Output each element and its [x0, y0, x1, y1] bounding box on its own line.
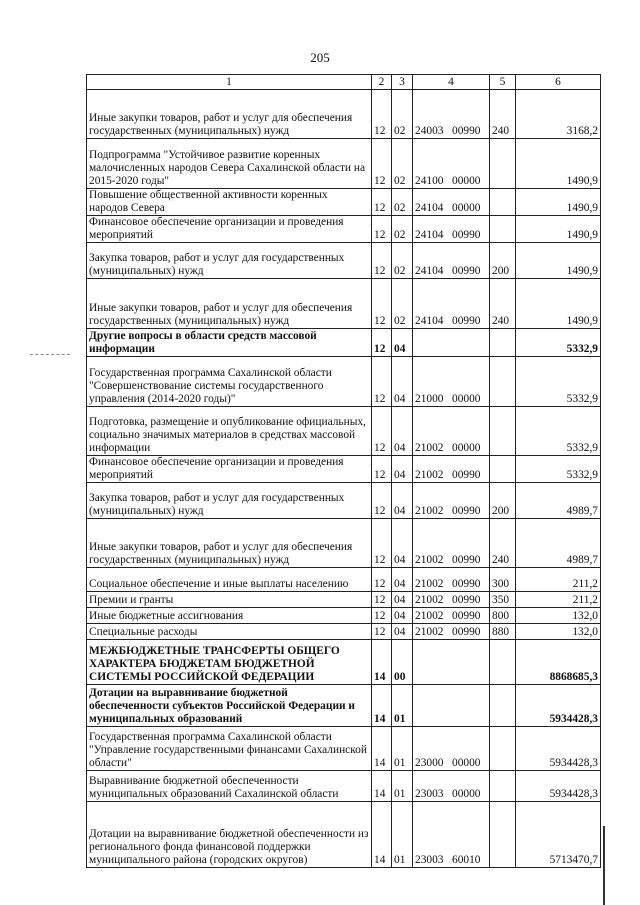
row-amount: 1490,9 [516, 139, 601, 189]
row-expense-type: 200 [490, 483, 516, 519]
row-amount: 5934428,3 [516, 771, 601, 802]
row-subsection: 04 [392, 329, 413, 357]
row-subsection: 02 [392, 90, 413, 139]
row-section: 12 [372, 519, 392, 568]
row-target-code [413, 329, 490, 357]
table-row [87, 592, 601, 608]
row-expense-type: 240 [490, 519, 516, 568]
row-subsection: 01 [392, 685, 413, 727]
scan-artifact-mark [30, 354, 70, 356]
row-subsection: 04 [392, 407, 413, 456]
row-subsection: 02 [392, 243, 413, 279]
row-expense-type [490, 216, 516, 243]
row-name: Иные закупки товаров, работ и услуг для обеспечения государственных (муниципальных) нужд [87, 90, 372, 139]
row-amount: 1490,9 [516, 216, 601, 243]
row-target-code: 24104 00990 [413, 216, 490, 243]
row-section: 14 [372, 802, 392, 868]
row-subsection: 04 [392, 624, 413, 640]
row-amount: 3168,2 [516, 90, 601, 139]
row-section: 12 [372, 139, 392, 189]
row-expense-type [490, 189, 516, 216]
row-name: Социальное обеспечение и иные выплаты населению [87, 568, 372, 592]
row-expense-type: 300 [490, 568, 516, 592]
row-target-code: 23000 00000 [413, 727, 490, 771]
row-target-code: 21002 00990 [413, 592, 490, 608]
table-row [87, 483, 601, 519]
row-amount: 1490,9 [516, 243, 601, 279]
column-header-2: 2 [372, 75, 392, 90]
table-row [87, 407, 601, 456]
row-section: 12 [372, 568, 392, 592]
table-row [87, 329, 601, 357]
row-subsection: 02 [392, 279, 413, 329]
row-name: Повышение общественной активности коренных народов Севера [87, 189, 372, 216]
table-row [87, 802, 601, 868]
row-expense-type: 800 [490, 608, 516, 624]
row-amount: 4989,7 [516, 519, 601, 568]
row-target-code [413, 685, 490, 727]
row-expense-type [490, 727, 516, 771]
table-row [87, 568, 601, 592]
row-section: 12 [372, 407, 392, 456]
row-section: 14 [372, 640, 392, 685]
row-name: Дотации на выравнивание бюджетной обеспеченности из регионального фонда финансовой поддержки муниципального района (городских округов) [87, 802, 372, 868]
row-expense-type [490, 139, 516, 189]
row-subsection: 04 [392, 483, 413, 519]
row-target-code: 21002 00990 [413, 608, 490, 624]
row-amount: 132,0 [516, 608, 601, 624]
row-name: Иные закупки товаров, работ и услуг для обеспечения государственных (муниципальных) нужд [87, 519, 372, 568]
row-amount: 5713470,7 [516, 802, 601, 868]
row-section: 14 [372, 771, 392, 802]
row-expense-type [490, 771, 516, 802]
row-section: 12 [372, 90, 392, 139]
row-amount: 8868685,3 [516, 640, 601, 685]
row-target-code: 24104 00000 [413, 189, 490, 216]
row-amount: 5332,9 [516, 407, 601, 456]
row-subsection: 04 [392, 592, 413, 608]
row-subsection: 02 [392, 189, 413, 216]
table-row [87, 456, 601, 483]
row-name: Государственная программа Сахалинской области "Совершенствование системы государственного управления (2014-2020 годы)" [87, 357, 372, 407]
row-target-code: 21002 00000 [413, 407, 490, 456]
row-name: Государственная программа Сахалинской области "Управление государственными финансами Сахалинской области" [87, 727, 372, 771]
row-amount: 1490,9 [516, 189, 601, 216]
row-section: 12 [372, 608, 392, 624]
row-section: 12 [372, 243, 392, 279]
row-name: Финансовое обеспечение организации и проведения мероприятий [87, 216, 372, 243]
row-amount: 5332,9 [516, 357, 601, 407]
row-section: 12 [372, 189, 392, 216]
row-section: 12 [372, 329, 392, 357]
row-name: Финансовое обеспечение организации и проведения мероприятий [87, 456, 372, 483]
row-expense-type: 350 [490, 592, 516, 608]
row-name: Закупка товаров, работ и услуг для государственных (муниципальных) нужд [87, 243, 372, 279]
table-row [87, 624, 601, 640]
row-target-code: 21002 00990 [413, 483, 490, 519]
row-subsection: 00 [392, 640, 413, 685]
row-section: 12 [372, 592, 392, 608]
row-subsection: 04 [392, 357, 413, 407]
row-expense-type [490, 802, 516, 868]
row-target-code: 21002 00990 [413, 456, 490, 483]
row-amount: 211,2 [516, 592, 601, 608]
row-name: Премии и гранты [87, 592, 372, 608]
table-row [87, 608, 601, 624]
row-subsection: 01 [392, 727, 413, 771]
table-row [87, 139, 601, 189]
row-expense-type [490, 640, 516, 685]
row-target-code: 21002 00990 [413, 519, 490, 568]
row-subsection: 04 [392, 456, 413, 483]
row-expense-type: 200 [490, 243, 516, 279]
table-row [87, 279, 601, 329]
table-row [87, 216, 601, 243]
scan-edge-line [603, 826, 605, 905]
row-amount: 211,2 [516, 568, 601, 592]
page-number: 205 [310, 50, 330, 65]
column-header-5: 5 [490, 75, 516, 90]
row-amount: 5332,9 [516, 456, 601, 483]
row-name: Закупка товаров, работ и услуг для государственных (муниципальных) нужд [87, 483, 372, 519]
row-section: 12 [372, 216, 392, 243]
row-amount: 1490,9 [516, 279, 601, 329]
row-expense-type [490, 685, 516, 727]
row-target-code: 21000 00000 [413, 357, 490, 407]
table-row [87, 243, 601, 279]
row-amount: 5332,9 [516, 329, 601, 357]
row-subsection: 02 [392, 216, 413, 243]
row-amount: 132,0 [516, 624, 601, 640]
row-target-code: 21002 00990 [413, 624, 490, 640]
table-row [87, 90, 601, 139]
row-target-code: 21002 00990 [413, 568, 490, 592]
table-row [87, 771, 601, 802]
row-target-code: 24104 00990 [413, 279, 490, 329]
table-row [87, 357, 601, 407]
row-target-code: 23003 60010 [413, 802, 490, 868]
row-expense-type: 880 [490, 624, 516, 640]
row-section: 12 [372, 456, 392, 483]
row-name: МЕЖБЮДЖЕТНЫЕ ТРАНСФЕРТЫ ОБЩЕГО ХАРАКТЕРА БЮДЖЕТАМ БЮДЖЕТНОЙ СИСТЕМЫ РОССИЙСКОЙ ФЕДЕРАЦИИ [87, 640, 372, 685]
row-amount: 5934428,3 [516, 685, 601, 727]
row-expense-type [490, 329, 516, 357]
row-expense-type [490, 456, 516, 483]
row-expense-type [490, 407, 516, 456]
column-header-3: 3 [392, 75, 413, 90]
row-section: 12 [372, 279, 392, 329]
row-amount: 4989,7 [516, 483, 601, 519]
row-expense-type: 240 [490, 90, 516, 139]
row-section: 12 [372, 357, 392, 407]
table-row [87, 189, 601, 216]
row-name: Иные закупки товаров, работ и услуг для обеспечения государственных (муниципальных) нужд [87, 279, 372, 329]
row-target-code [413, 640, 490, 685]
row-name: Подготовка, размещение и опубликование официальных, социально значимых материалов в средствах массовой информации [87, 407, 372, 456]
row-subsection: 04 [392, 519, 413, 568]
table-header-row [87, 75, 601, 90]
table-row [87, 727, 601, 771]
row-expense-type [490, 357, 516, 407]
row-section: 12 [372, 624, 392, 640]
row-section: 12 [372, 483, 392, 519]
column-header-6: 6 [516, 75, 601, 90]
row-subsection: 01 [392, 771, 413, 802]
column-header-4: 4 [413, 75, 490, 90]
column-header-1: 1 [87, 75, 372, 90]
row-subsection: 04 [392, 608, 413, 624]
row-target-code: 24104 00990 [413, 243, 490, 279]
row-subsection: 01 [392, 802, 413, 868]
budget-table [86, 74, 601, 868]
row-amount: 5934428,3 [516, 727, 601, 771]
row-name: Дотации на выравнивание бюджетной обеспеченности субъектов Российской Федерации и муниципальных образований [87, 685, 372, 727]
row-name: Специальные расходы [87, 624, 372, 640]
row-target-code: 24003 00990 [413, 90, 490, 139]
row-target-code: 24100 00000 [413, 139, 490, 189]
row-name: Иные бюджетные ассигнования [87, 608, 372, 624]
row-subsection: 04 [392, 568, 413, 592]
row-subsection: 02 [392, 139, 413, 189]
row-target-code: 23003 00000 [413, 771, 490, 802]
row-name: Выравнивание бюджетной обеспеченности муниципальных образований Сахалинской области [87, 771, 372, 802]
row-section: 14 [372, 727, 392, 771]
row-section: 14 [372, 685, 392, 727]
row-expense-type: 240 [490, 279, 516, 329]
row-name: Подпрограмма "Устойчивое развитие коренных малочисленных народов Севера Сахалинской области на 2015-2020 годы" [87, 139, 372, 189]
table-row [87, 640, 601, 685]
row-name: Другие вопросы в области средств массовой информации [87, 329, 372, 357]
table-row [87, 685, 601, 727]
table-row [87, 519, 601, 568]
